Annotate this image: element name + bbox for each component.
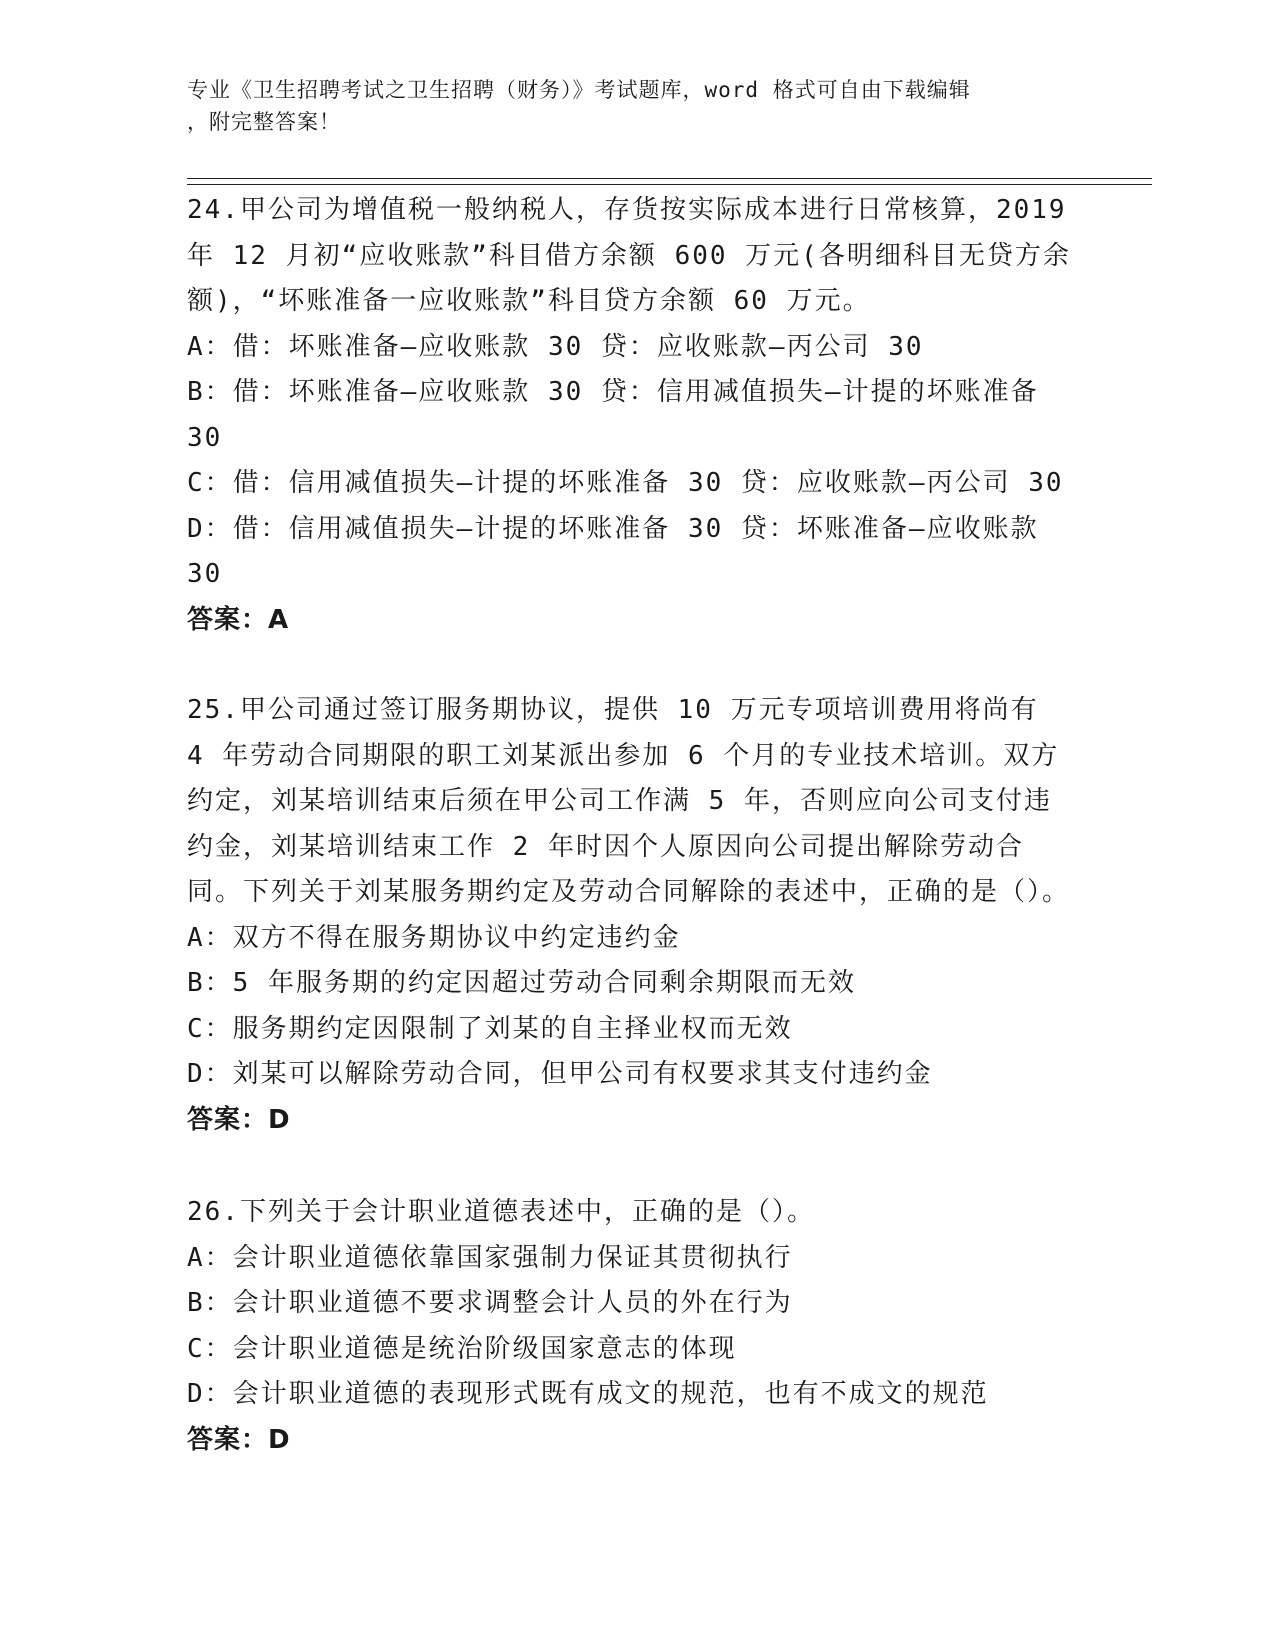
document-header <box>187 74 1067 138</box>
option-a: A：双方不得在服务期协议中约定违约金 <box>187 922 681 953</box>
option-a: A：会计职业道德依靠国家强制力保证其贯彻执行 <box>187 1242 793 1273</box>
header-line-2: ，附完整答案！ <box>187 110 341 134</box>
option-b: B：会计职业道德不要求调整会计人员的外在行为 <box>187 1288 793 1318</box>
option-c: C：服务期约定因限制了刘某的自主择业权而无效 <box>187 1013 793 1044</box>
question-stem: 24.甲公司为增值税一般纳税人，存货按实际成本进行日常核算，2019 年 12 月初“应收账款”科目借方余额 600 万元(各明细科目无贷方余额)，“坏账准备一应收账款”科目贷方余额 60 万元。 <box>187 195 1071 316</box>
option-c: C：会计职业道德是统治阶级国家意志的体现 <box>187 1333 737 1364</box>
option-d: D：会计职业道德的表现形式既有成文的规范，也有不成文的规范 <box>187 1379 989 1409</box>
option-b: B：5 年服务期的约定因超过劳动合同剩余期限而无效 <box>187 968 856 998</box>
header-divider-top <box>187 178 1152 179</box>
answer-label: 答案：A <box>187 604 290 635</box>
question-25 <box>187 688 1072 1143</box>
question-26 <box>187 1190 1072 1463</box>
question-stem: 25.甲公司通过签订服务期协议，提供 10 万元专项培训费用将尚有 4 年劳动合同期限的职工刘某派出参加 6 个月的专业技术培训。双方约定，刘某培训结束后须在甲公司工作满 5 年，否则应向公司支付违约金，刘某培训结束工作 2 年时因个人原因向公司提出解除劳动合同。下列关于刘某服务期约定及劳动合同解除的表述中，正确的是（）。 <box>187 695 1071 907</box>
question-24 <box>187 188 1072 643</box>
answer-label: 答案：D <box>187 1104 291 1135</box>
answer-label: 答案：D <box>187 1424 291 1455</box>
option-b: B：借：坏账准备—应收账款 30 贷：信用减值损失—计提的坏账准备 30 <box>187 377 1039 453</box>
option-a: A：借：坏账准备—应收账款 30 贷：应收账款—丙公司 30 <box>187 331 924 362</box>
option-d: D：刘某可以解除劳动合同，但甲公司有权要求其支付违约金 <box>187 1059 933 1089</box>
header-divider-bottom <box>187 184 1152 185</box>
question-stem: 26.下列关于会计职业道德表述中，正确的是（）。 <box>187 1197 815 1227</box>
header-line-1: 专业《卫生招聘考试之卫生招聘（财务）》考试题库，word 格式可自由下载编辑 <box>187 78 971 102</box>
option-c: C：借：信用减值损失—计提的坏账准备 30 贷：应收账款—丙公司 30 <box>187 468 1064 498</box>
option-d: D：借：信用减值损失—计提的坏账准备 30 贷：坏账准备—应收账款 30 <box>187 513 1039 589</box>
